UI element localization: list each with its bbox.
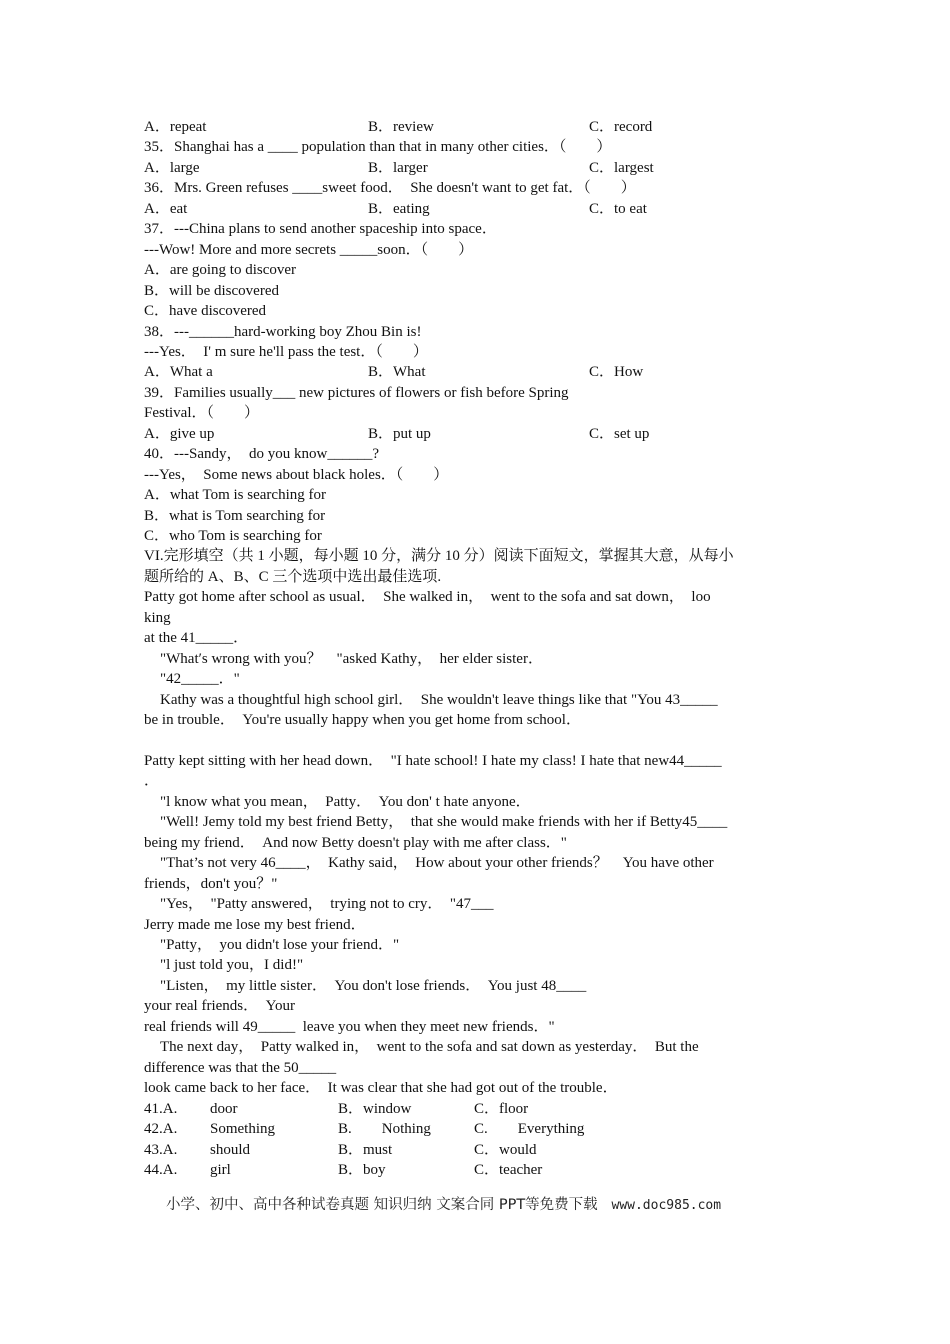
text-line: 40．---Sandy， do you know______? [144,446,379,462]
option-n: 42.A. [144,1121,178,1137]
text-line: "l just told you，I did!" [160,957,304,973]
choice-a: A．repeat [144,119,207,135]
choice-b: B．put up [368,426,431,442]
text-line: 题所给的 A、B、C 三个选项中选出最佳选项. [144,569,442,585]
text-line: Jerry made me lose my best friend． [144,917,366,933]
text-line: difference was that the 50_____ [144,1060,337,1076]
text-line: B．what is Tom searching for [144,508,326,524]
option-c: C．teacher [474,1162,543,1178]
text-line: friends，don't you？" [144,876,278,892]
option-a: should [210,1142,251,1158]
text-line: ---Wow! More and more secrets _____soon．（ ） [144,242,474,258]
choice-c: C．to eat [589,201,647,217]
option-a: Something [210,1121,276,1137]
text-line: king [144,610,171,626]
text-line: VI.完形填空（共 1 小题，每小题 10 分，满分 10 分）阅读下面短文，掌握其大意，从每小 [144,548,734,564]
option-c: C. Everything [474,1121,585,1137]
text-line: your real friends． Your [144,998,295,1014]
text-line: A．what Tom is searching for [144,487,326,503]
text-line: "That’s not very 46____， Kathy said， How about your other friends？ You have other [160,855,714,871]
choice-c: C．largest [589,160,654,176]
option-n: 41.A. [144,1101,178,1117]
text-line: "Listen， my little sister． You don't lose friends． You just 48____ [160,978,587,994]
text-line: C．who Tom is searching for [144,528,322,544]
text-line: look came back to her face． It was clear that she had got out of the trouble． [144,1080,618,1096]
text-line: at the 41_____． [144,630,249,646]
text-line: "What′s wrong with you？ "asked Kathy， her elder sister． [160,651,543,667]
choice-c: C．set up [589,426,650,442]
text-line: 36．Mrs. Green refuses ____sweet food． She doesn't want to get fat．（ ） [144,180,636,196]
text-line: ． [144,773,160,789]
option-a: door [210,1101,238,1117]
text-line: 35．Shanghai has a ____ population than that in many other cities．（ ） [144,139,612,155]
text-line: ---Yes． I' m sure he'll pass the test．（ ） [144,344,428,360]
text-line: 38．---______hard-working boy Zhou Bin is! [144,324,422,340]
footer-url[interactable]: www.doc985.com [611,1198,722,1213]
choice-a: A．eat [144,201,188,217]
text-line: 39．Families usually___ new pictures of flowers or fish before Spring [144,385,569,401]
text-line: "Well! Jemy told my best friend Betty， that she would make friends with her if Betty45____ [160,814,728,830]
text-line: real friends will 49_____ leave you when they meet new friends．" [144,1019,555,1035]
text-line: Patty got home after school as usual． She walked in， went to the sofa and sat down， loo [144,589,711,605]
option-b: B．boy [338,1162,386,1178]
text-line: "Yes， "Patty answered， trying not to cry． "47___ [160,896,494,912]
choice-a: A．large [144,160,200,176]
choice-b: B．review [368,119,434,135]
choice-b: B．larger [368,160,428,176]
text-line: being my friend． And now Betty doesn't play with me after class．" [144,835,567,851]
option-n: 44.A. [144,1162,178,1178]
text-line: ---Yes， Some news about black holes．（ ） [144,467,449,483]
footer-text: 小学、初中、高中各种试卷真题 知识归纳 文案合同 PPT等免费下载 [166,1197,598,1213]
option-b: B. Nothing [338,1121,431,1137]
text-line: "42_____．" [160,671,240,687]
text-line: be in trouble． You're usually happy when you get home from school． [144,712,581,728]
choice-b: B．What [368,364,426,380]
text-line: Kathy was a thoughtful high school girl． She wouldn't leave things like that "You 43_____ [160,692,718,708]
text-line: "Patty， you didn't lose your friend．" [160,937,400,953]
option-b: B．must [338,1142,393,1158]
text-line: C．have discovered [144,303,267,319]
text-line: The next day， Patty walked in， went to the sofa and sat down as yesterday． But the [160,1039,699,1055]
text-line: Patty kept sitting with her head down． "I hate school! I hate my class! I hate that new44_____ [144,753,722,769]
option-c: C．floor [474,1101,529,1117]
text-line: B．will be discovered [144,283,279,299]
option-n: 43.A. [144,1142,178,1158]
text-line: Festival．（ ） [144,405,259,421]
text-line: 37．---China plans to send another spaceship into space． [144,221,497,237]
page-footer [166,1193,721,1214]
choice-a: A．What a [144,364,213,380]
option-b: B．window [338,1101,412,1117]
option-c: C．would [474,1142,537,1158]
choice-c: C．record [589,119,653,135]
choice-b: B．eating [368,201,430,217]
text-line: "l know what you mean， Patty． You don' t hate anyone． [160,794,531,810]
text-line: A．are going to discover [144,262,297,278]
option-a: girl [210,1162,231,1178]
choice-c: C．How [589,364,644,380]
choice-a: A．give up [144,426,215,442]
